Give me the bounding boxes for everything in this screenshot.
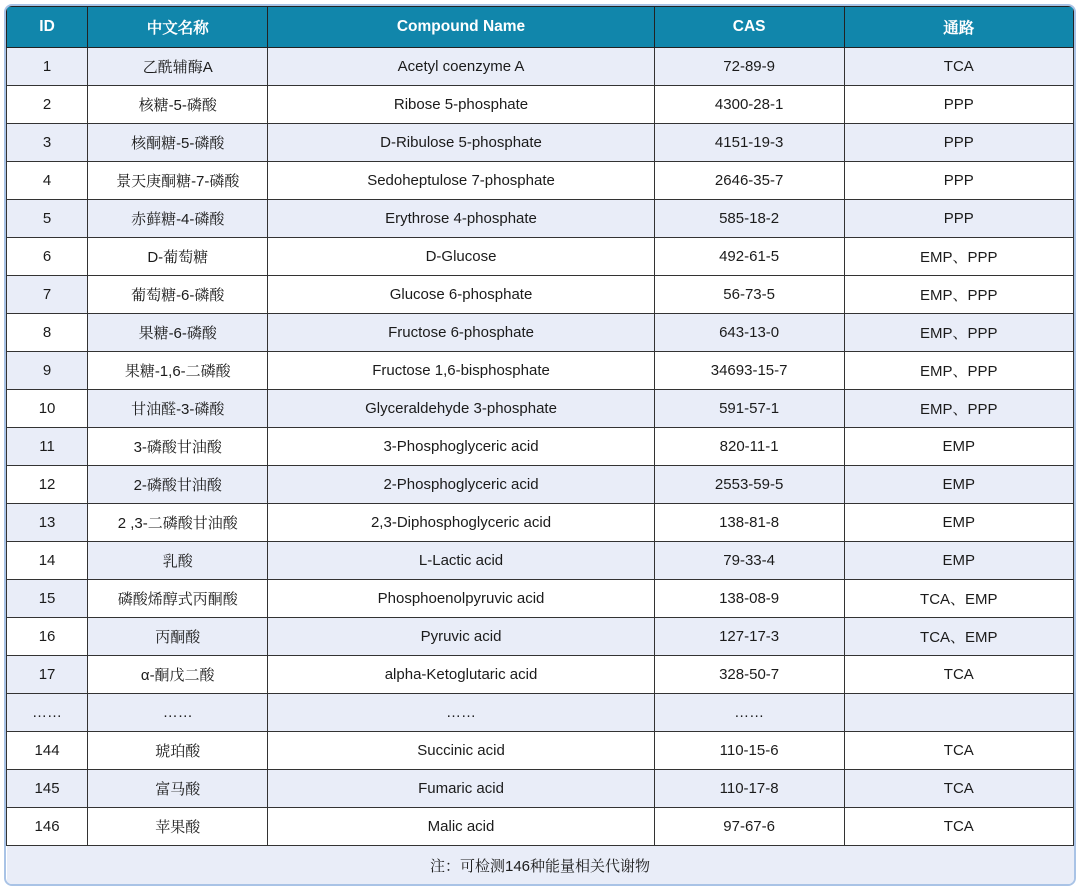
- cell-chinese-name: 2 ,3-二磷酸甘油酸: [88, 504, 268, 542]
- table-row: [7, 694, 1074, 732]
- cell-cas: 97-67-6: [654, 808, 844, 846]
- header-cell-pathway: 通路: [844, 7, 1073, 48]
- cell-compound-name: alpha-Ketoglutaric acid: [268, 656, 654, 694]
- cell-compound-name: Acetyl coenzyme A: [268, 48, 654, 86]
- cell-compound-name: Phosphoenolpyruvic acid: [268, 580, 654, 618]
- cell-cas: 820-11-1: [654, 428, 844, 466]
- table-header: [7, 7, 1074, 48]
- cell-id: 17: [7, 656, 88, 694]
- cell-cas: 79-33-4: [654, 542, 844, 580]
- table-row: [7, 162, 1074, 200]
- cell-pathway: EMP、PPP: [844, 276, 1073, 314]
- cell-id: 5: [7, 200, 88, 238]
- cell-pathway: EMP: [844, 504, 1073, 542]
- cell-cas: 138-08-9: [654, 580, 844, 618]
- table-row: [7, 276, 1074, 314]
- cell-id: 13: [7, 504, 88, 542]
- cell-id: 14: [7, 542, 88, 580]
- cell-id: 1: [7, 48, 88, 86]
- cell-cas: 138-81-8: [654, 504, 844, 542]
- cell-id: 11: [7, 428, 88, 466]
- cell-pathway: TCA: [844, 656, 1073, 694]
- footer-note: 注：可检测146种能量相关代谢物: [7, 846, 1074, 885]
- cell-pathway: [844, 694, 1073, 732]
- cell-cas: 2646-35-7: [654, 162, 844, 200]
- cell-compound-name: 2,3-Diphosphoglyceric acid: [268, 504, 654, 542]
- cell-chinese-name: 苹果酸: [88, 808, 268, 846]
- table-row: [7, 732, 1074, 770]
- table-row: [7, 808, 1074, 846]
- cell-cas: 2553-59-5: [654, 466, 844, 504]
- cell-chinese-name: 核酮糖-5-磷酸: [88, 124, 268, 162]
- cell-id: 2: [7, 86, 88, 124]
- cell-id: 12: [7, 466, 88, 504]
- cell-id: 3: [7, 124, 88, 162]
- header-cell-id: ID: [7, 7, 88, 48]
- cell-pathway: PPP: [844, 162, 1073, 200]
- cell-pathway: PPP: [844, 86, 1073, 124]
- cell-chinese-name: 2-磷酸甘油酸: [88, 466, 268, 504]
- table-row: [7, 200, 1074, 238]
- cell-chinese-name: 3-磷酸甘油酸: [88, 428, 268, 466]
- table-row: [7, 48, 1074, 86]
- cell-compound-name: D-Ribulose 5-phosphate: [268, 124, 654, 162]
- cell-chinese-name: 琥珀酸: [88, 732, 268, 770]
- cell-compound-name: Pyruvic acid: [268, 618, 654, 656]
- header-row: [7, 7, 1074, 48]
- cell-compound-name: Malic acid: [268, 808, 654, 846]
- header-cell-compound-name: Compound Name: [268, 7, 654, 48]
- cell-compound-name: Fumaric acid: [268, 770, 654, 808]
- cell-cas: 492-61-5: [654, 238, 844, 276]
- cell-chinese-name: 丙酮酸: [88, 618, 268, 656]
- cell-chinese-name: 果糖-6-磷酸: [88, 314, 268, 352]
- cell-compound-name: Glucose 6-phosphate: [268, 276, 654, 314]
- cell-id: 145: [7, 770, 88, 808]
- cell-cas: 591-57-1: [654, 390, 844, 428]
- cell-chinese-name: 甘油醛-3-磷酸: [88, 390, 268, 428]
- table-row: [7, 124, 1074, 162]
- cell-id: 6: [7, 238, 88, 276]
- table-row: [7, 352, 1074, 390]
- table-row: [7, 504, 1074, 542]
- cell-pathway: EMP、PPP: [844, 352, 1073, 390]
- cell-chinese-name: 乳酸: [88, 542, 268, 580]
- cell-cas: 56-73-5: [654, 276, 844, 314]
- cell-pathway: TCA: [844, 770, 1073, 808]
- cell-cas: 110-17-8: [654, 770, 844, 808]
- table-row: [7, 618, 1074, 656]
- metabolite-table: [6, 6, 1074, 884]
- cell-chinese-name: D-葡萄糖: [88, 238, 268, 276]
- cell-id: 9: [7, 352, 88, 390]
- cell-cas: ……: [654, 694, 844, 732]
- cell-compound-name: D-Glucose: [268, 238, 654, 276]
- table-row: [7, 580, 1074, 618]
- cell-cas: 110-15-6: [654, 732, 844, 770]
- table-row: [7, 314, 1074, 352]
- cell-compound-name: L-Lactic acid: [268, 542, 654, 580]
- cell-compound-name: Fructose 6-phosphate: [268, 314, 654, 352]
- cell-cas: 72-89-9: [654, 48, 844, 86]
- table-footer: [7, 846, 1074, 885]
- cell-pathway: TCA、EMP: [844, 618, 1073, 656]
- cell-compound-name: 3-Phosphoglyceric acid: [268, 428, 654, 466]
- cell-cas: 4151-19-3: [654, 124, 844, 162]
- table-row: [7, 656, 1074, 694]
- header-cell-cas: CAS: [654, 7, 844, 48]
- table-row: [7, 390, 1074, 428]
- cell-id: 146: [7, 808, 88, 846]
- table-row: [7, 428, 1074, 466]
- cell-pathway: EMP: [844, 428, 1073, 466]
- cell-cas: 643-13-0: [654, 314, 844, 352]
- cell-chinese-name: 赤藓糖-4-磷酸: [88, 200, 268, 238]
- cell-chinese-name: 富马酸: [88, 770, 268, 808]
- table-row: [7, 770, 1074, 808]
- cell-compound-name: Ribose 5-phosphate: [268, 86, 654, 124]
- cell-pathway: PPP: [844, 124, 1073, 162]
- cell-id: 7: [7, 276, 88, 314]
- table-body: [7, 48, 1074, 846]
- table-row: [7, 238, 1074, 276]
- cell-pathway: EMP、PPP: [844, 238, 1073, 276]
- cell-compound-name: Succinic acid: [268, 732, 654, 770]
- cell-compound-name: Sedoheptulose 7-phosphate: [268, 162, 654, 200]
- cell-id: 4: [7, 162, 88, 200]
- cell-chinese-name: 核糖-5-磷酸: [88, 86, 268, 124]
- cell-pathway: TCA: [844, 808, 1073, 846]
- header-cell-chinese-name: 中文名称: [88, 7, 268, 48]
- cell-id: 8: [7, 314, 88, 352]
- cell-compound-name: ……: [268, 694, 654, 732]
- cell-chinese-name: ……: [88, 694, 268, 732]
- cell-chinese-name: 磷酸烯醇式丙酮酸: [88, 580, 268, 618]
- cell-compound-name: 2-Phosphoglyceric acid: [268, 466, 654, 504]
- cell-cas: 4300-28-1: [654, 86, 844, 124]
- cell-id: 10: [7, 390, 88, 428]
- cell-id: ……: [7, 694, 88, 732]
- cell-cas: 127-17-3: [654, 618, 844, 656]
- cell-compound-name: Fructose 1,6-bisphosphate: [268, 352, 654, 390]
- cell-pathway: PPP: [844, 200, 1073, 238]
- cell-pathway: TCA: [844, 732, 1073, 770]
- cell-chinese-name: 景天庚酮糖-7-磷酸: [88, 162, 268, 200]
- table-row: [7, 86, 1074, 124]
- cell-chinese-name: α-酮戊二酸: [88, 656, 268, 694]
- cell-compound-name: Erythrose 4-phosphate: [268, 200, 654, 238]
- table-row: [7, 542, 1074, 580]
- cell-cas: 34693-15-7: [654, 352, 844, 390]
- cell-pathway: EMP、PPP: [844, 390, 1073, 428]
- cell-pathway: EMP、PPP: [844, 314, 1073, 352]
- cell-compound-name: Glyceraldehyde 3-phosphate: [268, 390, 654, 428]
- cell-chinese-name: 果糖-1,6-二磷酸: [88, 352, 268, 390]
- cell-pathway: TCA、EMP: [844, 580, 1073, 618]
- cell-cas: 328-50-7: [654, 656, 844, 694]
- cell-pathway: TCA: [844, 48, 1073, 86]
- cell-id: 15: [7, 580, 88, 618]
- metabolite-table-container: [4, 4, 1076, 886]
- footer-row: [7, 846, 1074, 885]
- cell-cas: 585-18-2: [654, 200, 844, 238]
- cell-id: 16: [7, 618, 88, 656]
- cell-chinese-name: 葡萄糖-6-磷酸: [88, 276, 268, 314]
- table-row: [7, 466, 1074, 504]
- cell-chinese-name: 乙酰辅酶A: [88, 48, 268, 86]
- cell-pathway: EMP: [844, 542, 1073, 580]
- cell-id: 144: [7, 732, 88, 770]
- cell-pathway: EMP: [844, 466, 1073, 504]
